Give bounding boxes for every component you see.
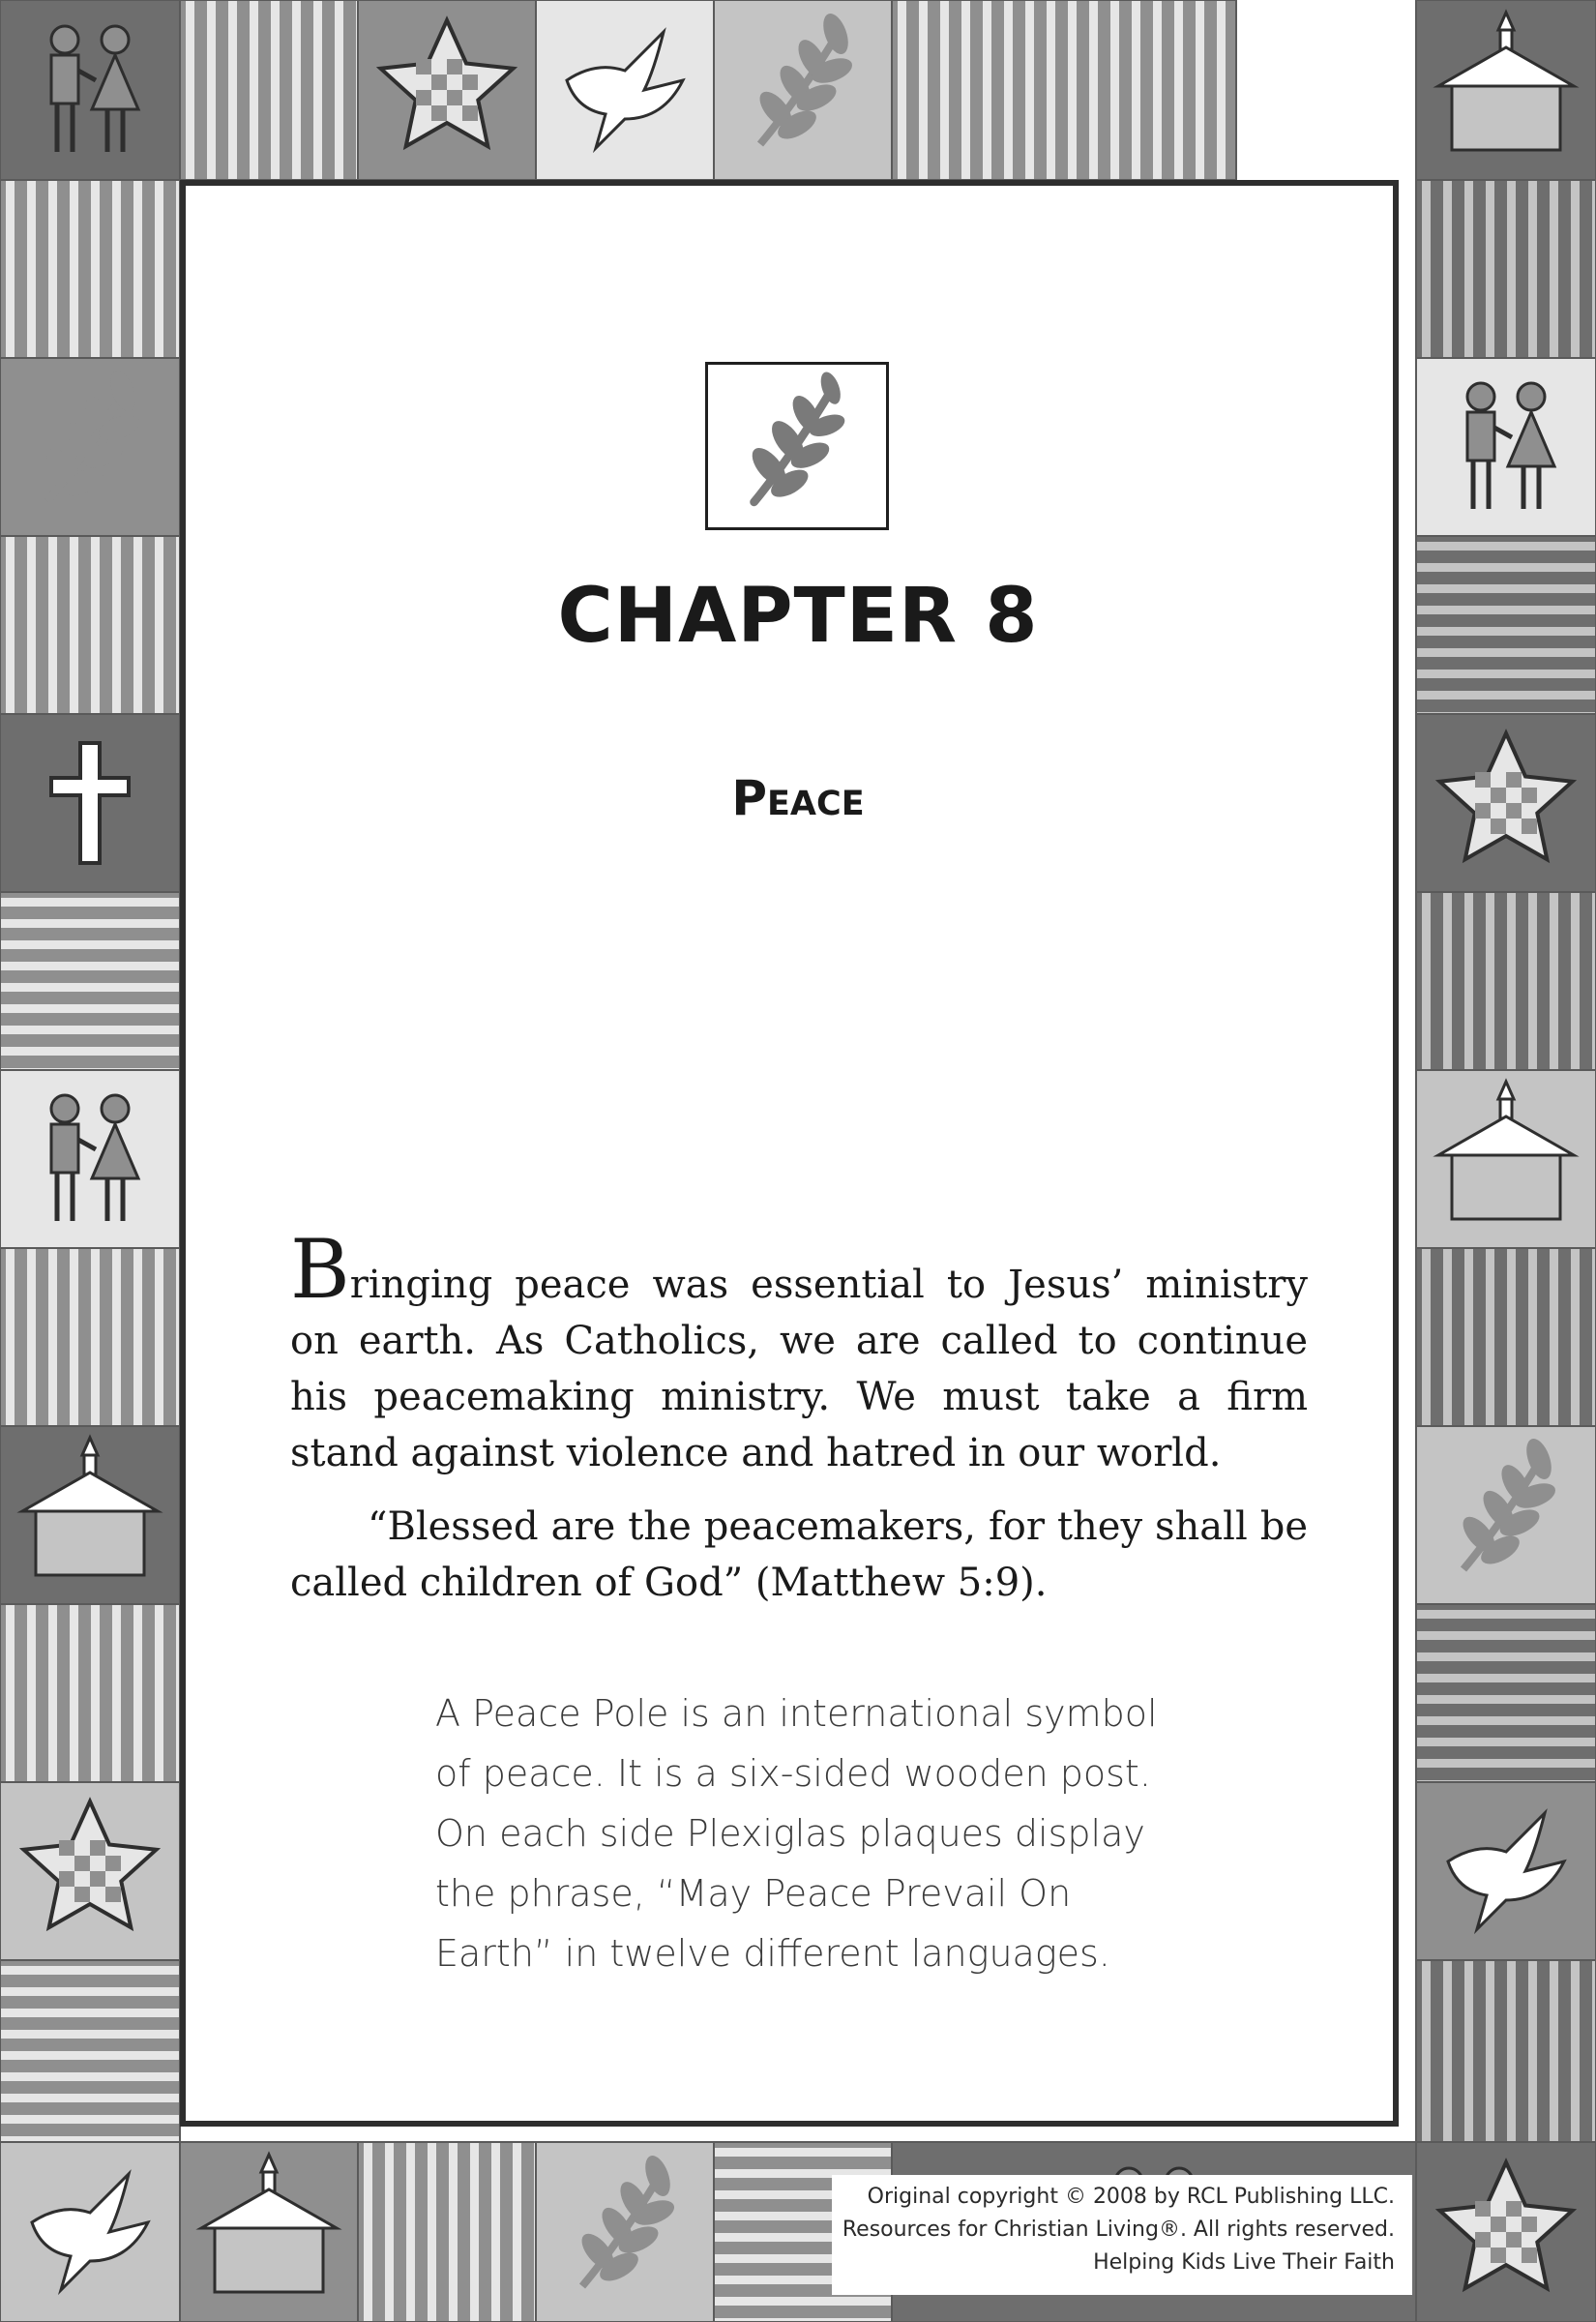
border-tile-stripes: [1416, 536, 1596, 721]
border-tile-stripes: [0, 1960, 180, 2145]
border-tile-stripes: [1416, 180, 1596, 358]
border-tile: [1416, 1426, 1596, 1604]
border-tile: [1416, 1070, 1596, 1248]
border-tile: [0, 1070, 180, 1248]
border-tile: [1416, 0, 1596, 180]
intro-paragraph-text: ringing peace was essential to Jesus’ ministry on earth. As Catholics, we are called to continue his peacemaking ministry. We must take a firm stand against violence and hatred in our world.: [290, 1263, 1308, 1475]
border-tile-stripes: [1416, 892, 1596, 1070]
border-tile: [180, 2142, 358, 2322]
body-text: [290, 1222, 1308, 1611]
drop-cap: B: [290, 1222, 350, 1317]
chapter-title: CHAPTER 8: [557, 573, 1039, 660]
border-tile-stripes: [0, 536, 185, 714]
border-tile: [0, 1426, 180, 1604]
branch-icon: [708, 365, 886, 527]
border-tile: [0, 2142, 180, 2322]
scripture-quote: “Blessed are the peacemakers, for they shall be called children of God” (Matthew 5:9).: [290, 1504, 1308, 1605]
border-tile: [536, 0, 714, 180]
copyright-line-1: Original copyright © 2008 by RCL Publishing LLC.: [867, 2185, 1395, 2209]
border-tile: [0, 1782, 180, 1960]
copyright-line-2: Resources for Christian Living®. All rights reserved.: [842, 2218, 1395, 2242]
border-tile: [1416, 1782, 1596, 1960]
border-tile: [714, 0, 892, 180]
copyright-line-3: Helping Kids Live Their Faith: [1093, 2250, 1395, 2275]
border-tile: [0, 358, 180, 536]
intro-paragraph: [290, 1222, 1308, 1481]
border-tile-stripes: [358, 2142, 543, 2322]
peace-pole-note: A Peace Pole is an international symbol of peace. It is a six-sided wooden post. On each side Plexiglas plaques display the phrase, “May Peace Prevail On Earth” in twelve different languages.: [435, 1692, 1158, 1975]
border-tile-stripes: [1416, 1248, 1596, 1426]
border-tile: [0, 714, 180, 892]
border-tile-stripes: [1416, 1604, 1596, 1789]
border-tile: [0, 0, 180, 180]
border-tile: [358, 0, 536, 180]
chapter-subtitle: Peace: [731, 770, 865, 826]
chapter-emblem: [705, 362, 889, 530]
border-tile-stripes: [0, 892, 180, 1077]
border-tile-stripes: [0, 1604, 185, 1782]
border-tile-stripes: [0, 180, 185, 358]
border-tile: [1416, 714, 1596, 892]
border-tile-stripes: [1416, 1960, 1596, 2142]
border-tile: [1416, 2142, 1596, 2322]
border-tile-stripes: [892, 0, 1236, 180]
border-tile: [536, 2142, 714, 2322]
border-tile-stripes: [180, 0, 365, 180]
border-tile-stripes: [0, 1248, 185, 1426]
border-tile: [1416, 358, 1596, 536]
copyright-notice: [832, 2175, 1412, 2295]
